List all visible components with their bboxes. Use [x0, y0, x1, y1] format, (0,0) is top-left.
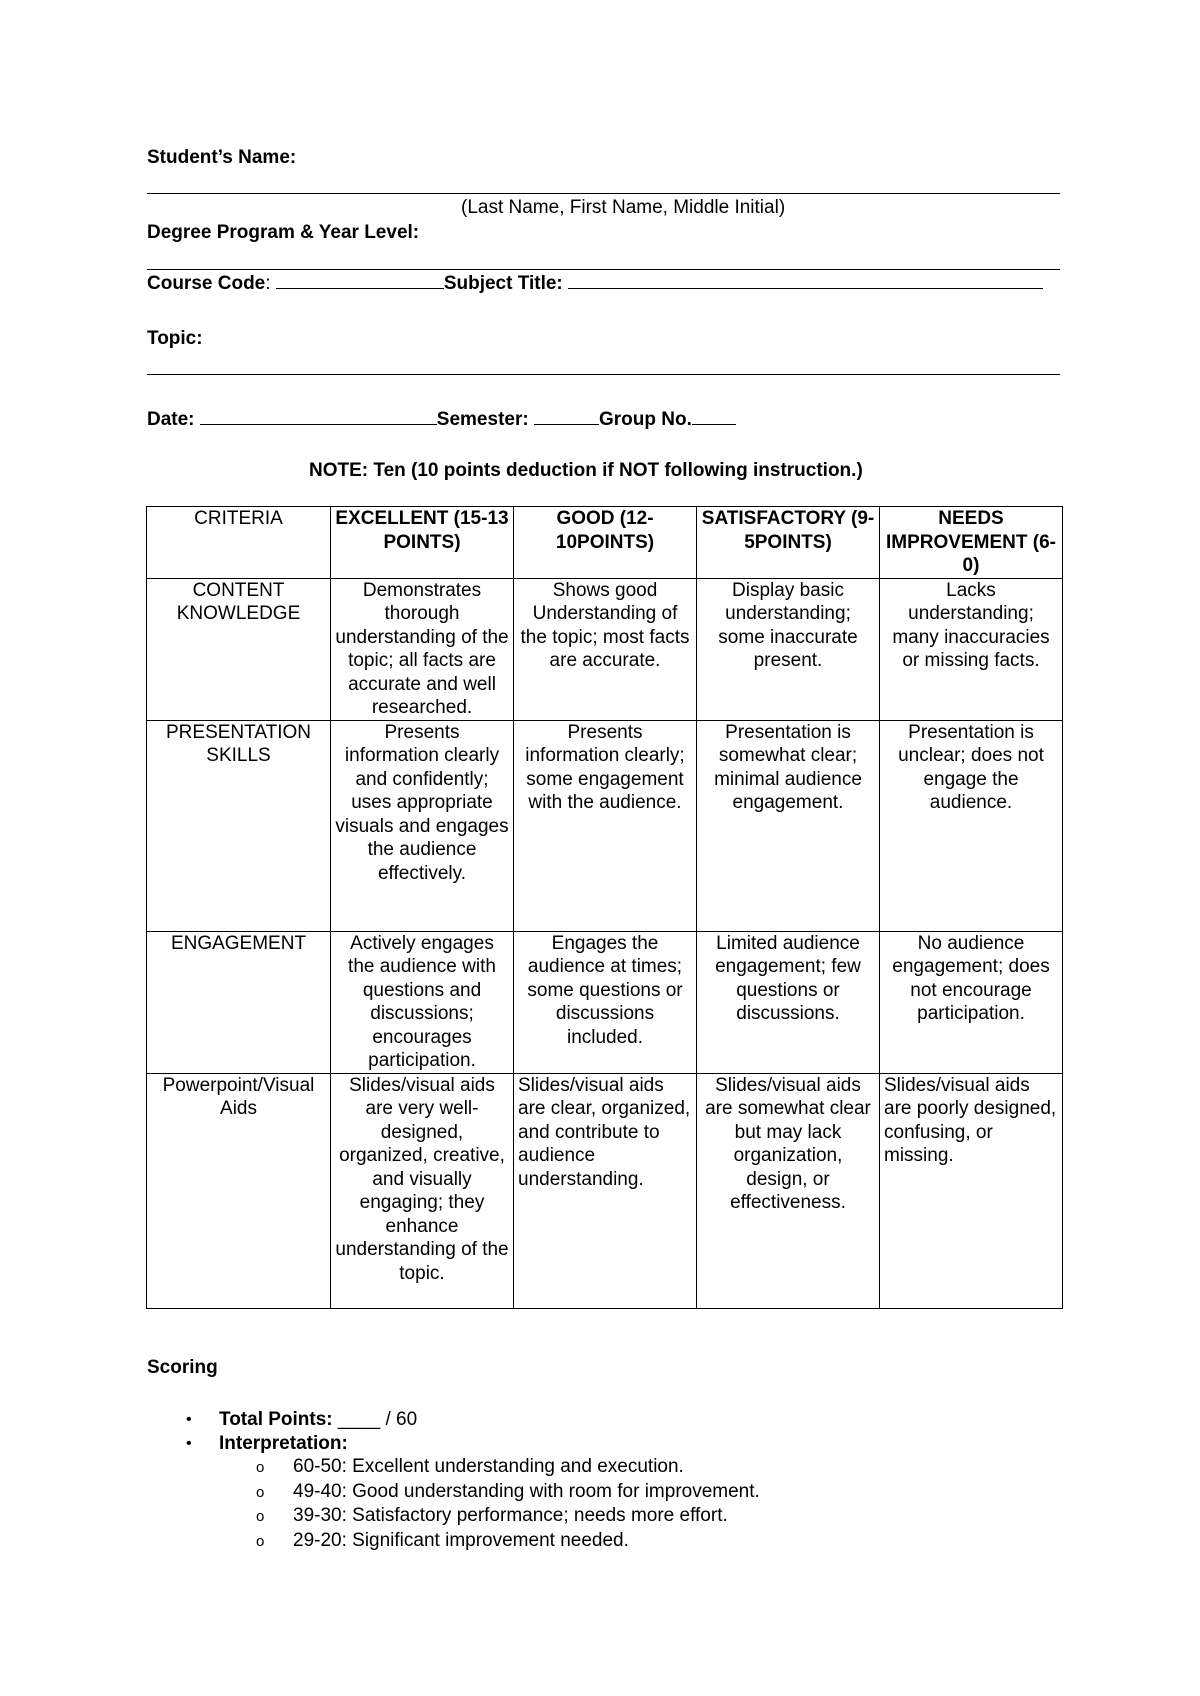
range-text: 60-50: Excellent understanding and execution. [293, 1456, 684, 1477]
needs-cell: No audience engagement; does not encourage participation. [880, 931, 1063, 1073]
list-item [147, 1504, 760, 1529]
date-label: Date: [147, 409, 195, 430]
good-cell: Slides/visual aids are clear, organized, and contribute to audience understanding. [514, 1073, 697, 1308]
excellent-cell: Demonstrates thorough understanding of the topic; all facts are accurate and well researched. [331, 578, 514, 720]
semester-label: Semester: [436, 409, 529, 430]
header-criteria: CRITERIA [147, 507, 331, 579]
scoring-list [147, 1408, 760, 1553]
total-points-value: / 60 [380, 1409, 418, 1430]
criteria-cell: CONTENT KNOWLEDGE [147, 578, 331, 720]
circle-bullet-icon: o [256, 1508, 265, 1525]
note: NOTE: Ten (10 points deduction if NOT following instruction.) [309, 460, 863, 481]
excellent-cell: Slides/visual aids are very well-designed, organized, creative, and visually engaging; they enhance understanding of the topic. [331, 1073, 514, 1308]
subject-title-blank[interactable] [568, 273, 1043, 289]
degree-line[interactable] [147, 269, 1060, 270]
group-label: Group No. [598, 409, 692, 430]
semester-blank[interactable] [534, 409, 599, 425]
excellent-cell: Actively engages the audience with questions and discussions; encourages participation. [331, 931, 514, 1073]
total-points-blank[interactable]: ____ [337, 1409, 381, 1430]
excellent-cell: Presents information clearly and confidently; uses appropriate visuals and engages the audience effectively. [331, 720, 514, 931]
table-row [147, 931, 1063, 1073]
group-blank[interactable] [692, 409, 736, 425]
circle-bullet-icon: o [256, 1483, 265, 1501]
rubric-table [146, 506, 1063, 1309]
criteria-cell: PRESENTATION SKILLS [147, 720, 331, 931]
degree-label: Degree Program & Year Level: [147, 222, 420, 243]
needs-cell: Slides/visual aids are poorly designed, confusing, or missing. [880, 1073, 1063, 1308]
range-text: 39-30: Satisfactory performance; needs more effort. [293, 1505, 728, 1526]
list-item [147, 1408, 760, 1432]
course-code-label: Course Code [147, 273, 266, 294]
table-row [147, 1073, 1063, 1308]
range-text: 29-20: Significant improvement needed. [293, 1529, 629, 1551]
satisfactory-cell: Display basic understanding; some inaccurate present. [697, 578, 880, 720]
header-excellent: EXCELLENT (15-13 POINTS) [331, 507, 514, 579]
satisfactory-cell: Presentation is somewhat clear; minimal audience engagement. [697, 720, 880, 931]
subject-title-label: Subject Title: [443, 273, 563, 294]
good-cell: Shows good Understanding of the topic; most facts are accurate. [514, 578, 697, 720]
criteria-cell: Powerpoint/Visual Aids [147, 1073, 331, 1308]
good-cell: Engages the audience at times; some questions or discussions included. [514, 931, 697, 1073]
rubric-header-row [147, 507, 1063, 579]
course-code-blank[interactable] [276, 273, 444, 289]
list-item [147, 1480, 760, 1505]
good-cell: Presents information clearly; some engagement with the audience. [514, 720, 697, 931]
needs-cell: Lacks understanding; many inaccuracies or missing facts. [880, 578, 1063, 720]
scoring-title: Scoring [147, 1357, 218, 1378]
student-name-line[interactable] [147, 193, 1060, 194]
topic-label: Topic: [147, 328, 203, 349]
list-item [147, 1529, 760, 1554]
student-name-label: Student’s Name: [147, 147, 297, 168]
table-row [147, 578, 1063, 720]
list-item [147, 1432, 760, 1554]
date-row [147, 409, 736, 431]
header-satisfactory: SATISFACTORY (9-5POINTS) [697, 507, 880, 579]
course-subject-row [147, 273, 1043, 295]
bullet-icon: • [186, 1434, 192, 1452]
interpretation-list [219, 1455, 760, 1553]
circle-bullet-icon: o [256, 1532, 265, 1550]
date-blank[interactable] [200, 409, 437, 425]
table-row [147, 720, 1063, 931]
header-needs-improvement: NEEDS IMPROVEMENT (6-0) [880, 507, 1063, 579]
list-item [147, 1455, 760, 1480]
header-good: GOOD (12-10POINTS) [514, 507, 697, 579]
needs-cell: Presentation is unclear; does not engage the audience. [880, 720, 1063, 931]
total-points-label: Total Points: [219, 1409, 333, 1430]
circle-bullet-icon: o [256, 1459, 265, 1476]
criteria-cell: ENGAGEMENT [147, 931, 331, 1073]
range-text: 49-40: Good understanding with room for improvement. [293, 1480, 760, 1502]
interpretation-label: Interpretation: [219, 1432, 348, 1454]
name-hint: (Last Name, First Name, Middle Initial) [461, 197, 786, 218]
course-code-colon: : [265, 273, 271, 294]
bullet-icon: • [186, 1411, 192, 1428]
satisfactory-cell: Slides/visual aids are somewhat clear but may lack organization, design, or effectiveness. [697, 1073, 880, 1308]
satisfactory-cell: Limited audience engagement; few questions or discussions. [697, 931, 880, 1073]
topic-line[interactable] [147, 374, 1060, 375]
